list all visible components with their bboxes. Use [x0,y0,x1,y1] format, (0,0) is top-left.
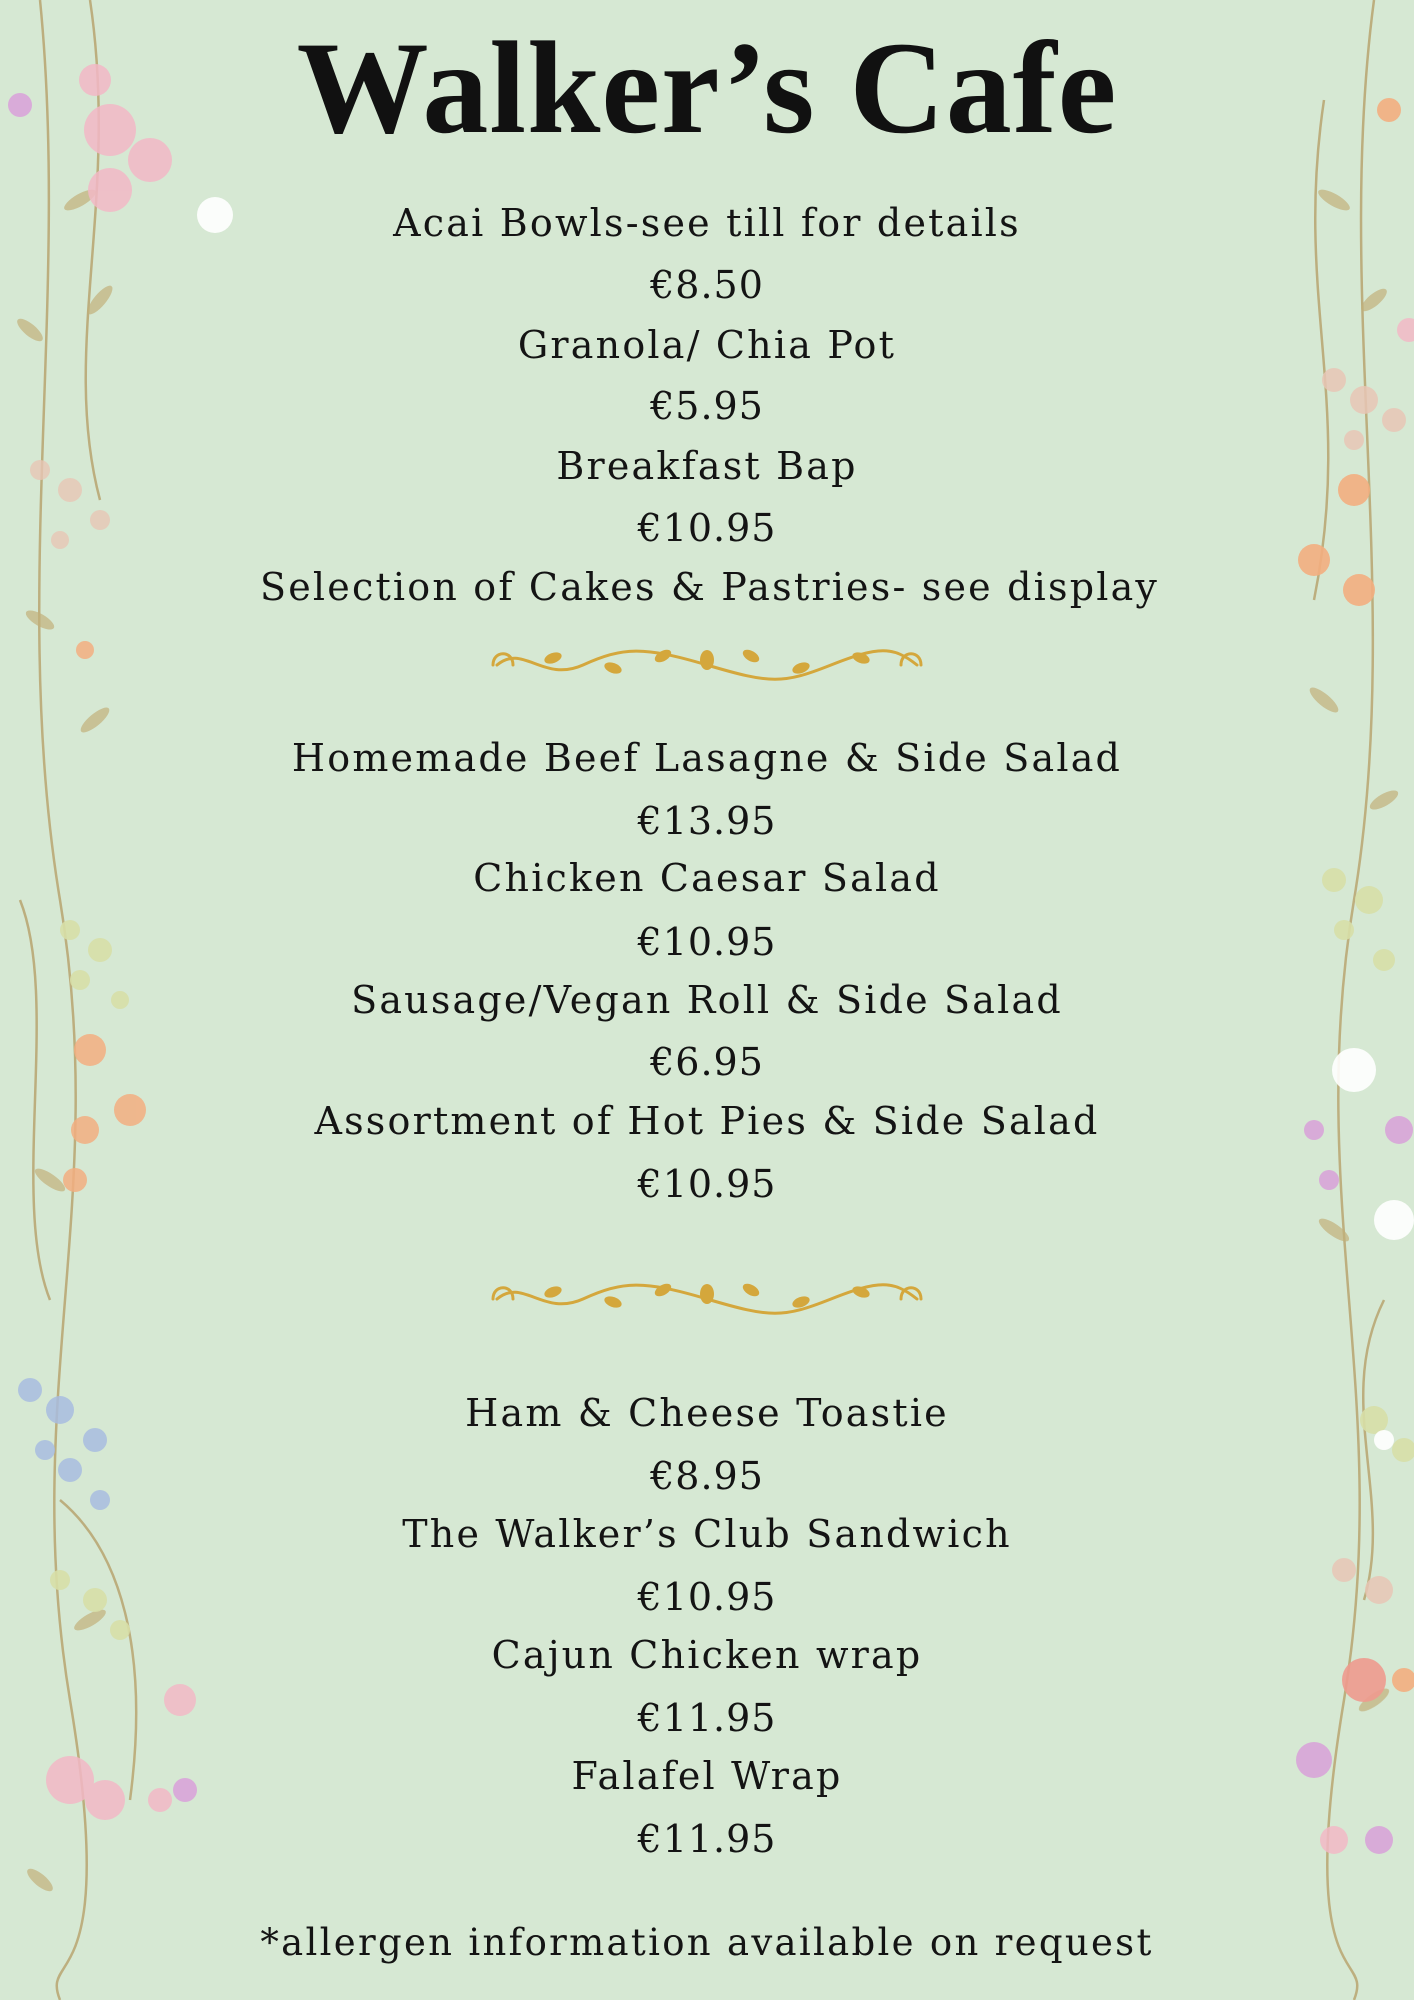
cafe-name: Walker’s Cafe [296,14,1118,161]
menu-item-price: €8.50 [650,263,764,307]
menu-item-name: Falafel Wrap [571,1754,843,1798]
menu-item-name: The Walker’s Club Sandwich [402,1512,1012,1556]
menu-item-name: Breakfast Bap [556,444,858,488]
menu-item-name: Assortment of Hot Pies & Side Salad [314,1099,1100,1143]
menu-card [260,0,1160,2000]
menu-item-price: €10.95 [637,506,777,550]
menu-item-price: €10.95 [637,1575,777,1619]
floral-border-right [1174,0,1414,2000]
floral-illustration-left [0,0,240,2000]
menu-item-name: Cajun Chicken wrap [491,1633,923,1677]
menu-item-name: Selection of Cakes & Pastries- see display [260,565,1160,609]
menu-item-name: Ham & Cheese Toastie [465,1391,949,1435]
allergen-footnote: *allergen information available on request [260,1921,1154,1964]
menu-item-name: Homemade Beef Lasagne & Side Salad [291,736,1123,780]
menu-item-name: Chicken Caesar Salad [473,856,941,900]
floral-border-left [0,0,240,2000]
menu-item-price: €10.95 [637,920,777,964]
menu-item-price: €11.95 [637,1696,777,1740]
menu-item-name: Granola/ Chia Pot [517,323,897,367]
menu-item-price: €5.95 [650,384,764,428]
menu-item-price: €6.95 [650,1040,764,1084]
gold-flourish-divider [483,638,931,692]
gold-flourish-divider [483,1272,931,1326]
menu-item-price: €8.95 [650,1454,764,1498]
menu-item-name: Acai Bowls-see till for details [393,201,1021,245]
menu-item-price: €13.95 [637,799,777,843]
menu-item-name: Sausage/Vegan Roll & Side Salad [351,978,1063,1022]
menu-item-price: €10.95 [637,1162,777,1206]
menu-item-price: €11.95 [637,1817,777,1861]
floral-illustration-right [1174,0,1414,2000]
